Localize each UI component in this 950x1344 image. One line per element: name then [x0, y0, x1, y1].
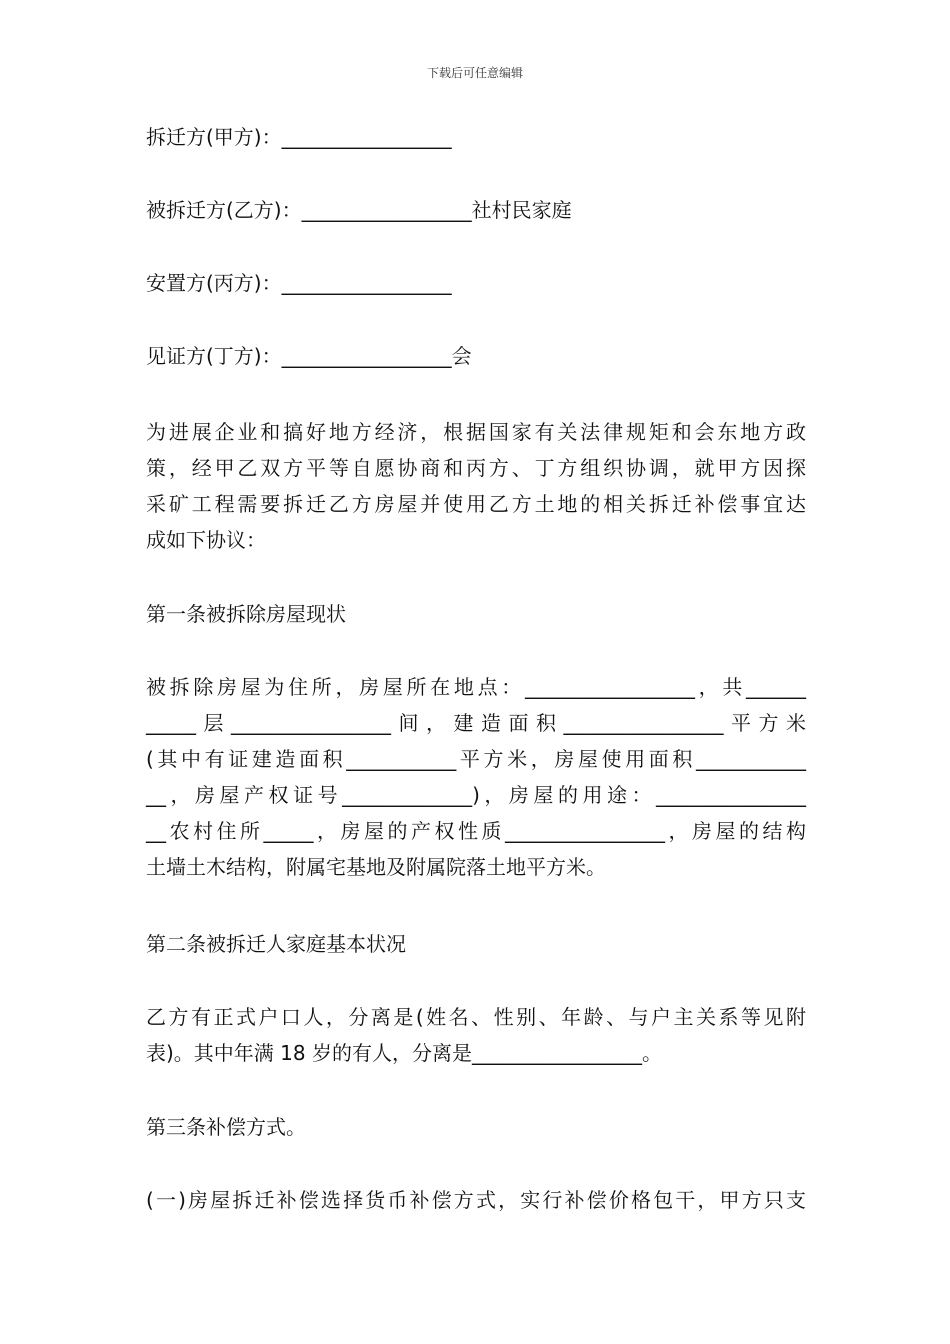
- article3-paragraph: [146, 1182, 806, 1218]
- article1-line: __农村住所_____，房屋的产权性质________________，房屋的结构: [146, 819, 806, 843]
- preamble-line: 采矿工程需要拆迁乙方房屋并使用乙方土地的相关拆迁补偿事宜达: [146, 492, 806, 516]
- article1-line: 被拆除房屋为住所，房屋所在地点：_________________，共______: [146, 675, 806, 699]
- article3-title: 第三条补偿方式。: [146, 1115, 306, 1139]
- article1-line: 土墙土木结构，附属宅基地及附属院落土地平方米。: [146, 855, 606, 879]
- article1-line: __，房屋产权证号_____________)，房屋的用途：_______________: [146, 783, 806, 807]
- party-c-line: 安置方(丙方)：_________________: [146, 271, 452, 295]
- header-note: 下载后可任意编辑: [426, 66, 523, 80]
- article2-paragraph: [146, 999, 806, 1071]
- article3-line: (一)房屋拆迁补偿选择货币补偿方式，实行补偿价格包干，甲方只支: [146, 1188, 806, 1212]
- article1-title: 第一条被拆除房屋现状: [146, 602, 346, 626]
- preamble-line: 为进展企业和搞好地方经济，根据国家有关法律规矩和会东地方政: [146, 420, 806, 444]
- article1-line: (其中有证建造面积___________平方米，房屋使用面积___________: [146, 747, 806, 771]
- article1-paragraph: [146, 669, 806, 885]
- preamble-line: 成如下协议：: [146, 528, 266, 552]
- article2-line: 表)。其中年满 18 岁的有人，分离是_________________。: [146, 1041, 662, 1065]
- party-b-line: 被拆迁方(乙方)：_________________社村民家庭: [146, 198, 572, 222]
- article2-title: 第二条被拆迁人家庭基本状况: [146, 932, 406, 956]
- preamble-line: 策，经甲乙双方平等自愿协商和丙方、丁方组织协调，就甲方因探: [146, 456, 806, 480]
- party-d-line: 见证方(丁方)：_________________会: [146, 344, 472, 368]
- preamble-paragraph: [146, 414, 806, 558]
- article2-line: 乙方有正式户口人，分离是(姓名、性别、年龄、与户主关系等见附: [146, 1005, 806, 1029]
- party-a-line: 拆迁方(甲方)：_________________: [146, 125, 452, 149]
- article1-line: _____层________________间，建造面积________________平方米: [146, 711, 806, 735]
